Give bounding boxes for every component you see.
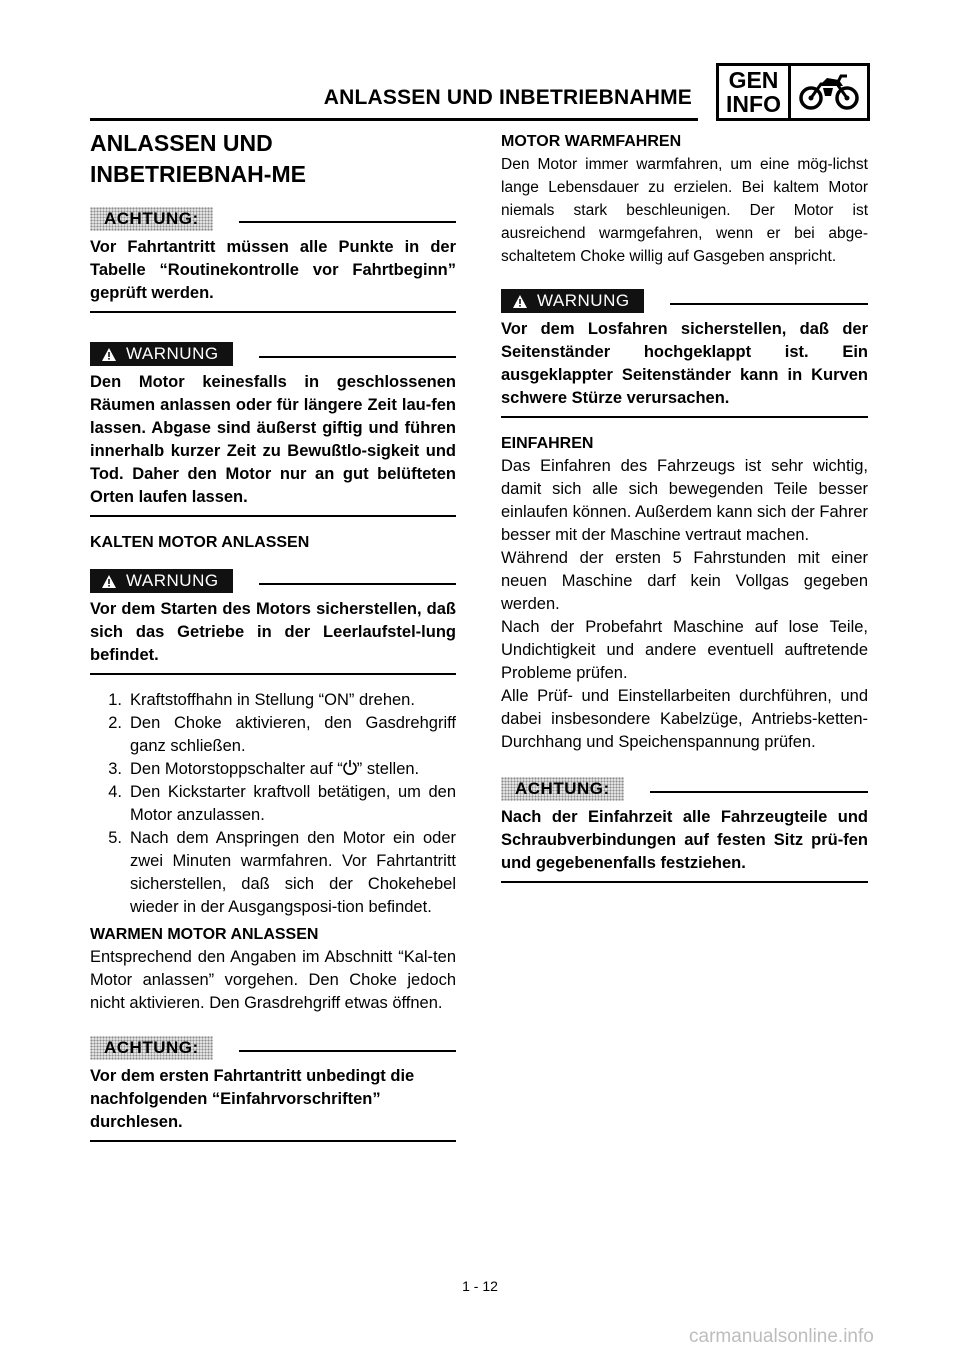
warning-label [90, 569, 233, 593]
cold-start-steps [90, 689, 456, 919]
cold-start-heading: KALTEN MOTOR ANLASSEN [90, 534, 310, 551]
breakin-paragraph: Alle Prüf- und Einstellarbeiten durchführen, und dabei insbesondere Kabelzüge, Antriebs-ketten-Durchhang und Speichenspannung prüfen. [501, 687, 868, 751]
warm-start-text: Entsprechend den Angaben im Abschnitt “Kal-ten Motor anlassen” vorgehen. Den Choke jedoch nicht aktivieren. Den Grasdrehgriff etwas öffnen. [90, 948, 456, 1012]
warning-box-3 [501, 288, 868, 418]
list-item: 3. Den Motorstoppschalter auf “ ” stellen. [108, 760, 420, 778]
warmup-text: Den Motor immer warmfahren, um eine mög-lichst lange Lebensdauer zu erzielen. Bei kaltem Motor niemals stark beschleunigen. Der Motor ist ausreichend warmgefahren, wenn er bei abge-schaltetem Choke willig auf Gasgeben anspricht. [501, 156, 868, 265]
section-title: ANLASSEN UND INBETRIEBNAH-ME [90, 130, 306, 187]
caution-text: Nach der Einfahrzeit alle Fahrzeugteile und Schraubverbindungen auf festen Sitz prü-fen und gegebenenfalls festziehen. [501, 806, 868, 883]
warning-text: Vor dem Losfahren sicherstellen, daß der Seitenständer hochgeklappt ist. Ein ausgeklappter Seitenständer kann in Kurven schwere Stürze verursachen. [501, 318, 868, 418]
breakin-paragraph: Das Einfahren des Fahrzeugs ist sehr wichtig, damit sich alle sich bewegenden Teile besser einlaufen können. Außerdem kann sich der Fahrer besser mit der Maschine vertraut machen. [501, 457, 868, 544]
warning-label [501, 289, 644, 313]
caution-box-1 [90, 206, 456, 313]
list-item: 2. Den Choke aktivieren, den Gasdrehgriff ganz schließen. [108, 714, 456, 755]
warning-box-2 [90, 568, 456, 675]
left-column [90, 128, 456, 1156]
warning-triangle-icon [102, 348, 116, 361]
caution-label: ACHTUNG: [501, 777, 624, 801]
warning-triangle-icon [102, 575, 116, 588]
warmup-heading: MOTOR WARMFAHREN [501, 133, 682, 150]
warning-triangle-icon [513, 295, 527, 308]
caution-text: Vor Fahrtantritt müssen alle Punkte in der Tabelle “Routinekontrolle vor Fahrtbeginn” geprüft werden. [90, 236, 456, 313]
caution-label: ACHTUNG: [90, 207, 213, 231]
warning-label [90, 342, 233, 366]
gen-info-badge [716, 63, 870, 121]
list-item: 5. Nach dem Anspringen den Motor ein oder zwei Minuten warmfahren. Vor Fahrtantritt sicherstellen, daß sich der Chokehebel wieder in der Ausgangsposi-tion befindet. [108, 829, 456, 916]
caution-label: ACHTUNG: [90, 1036, 213, 1060]
caution-box-3 [501, 776, 868, 883]
warning-text: Den Motor keinesfalls in geschlossenen Räumen anlassen oder für längere Zeit lau-fen lassen. Abgase sind äußerst giftig und führen innerhalb kurzer Zeit zu Bewußtlo-sigkeit und Tod. Daher den Motor nur an gut belüfteten Orten laufen lassen. [90, 371, 456, 517]
engine-stop-symbol-icon [343, 760, 357, 776]
header-rule [90, 118, 698, 121]
motorcycle-icon [791, 66, 867, 118]
breakin-paragraph: Nach der Probefahrt Maschine auf lose Teile, Undichtigkeit und andere eventuell auftretende Probleme prüfen. [501, 618, 868, 682]
breakin-heading: EINFAHREN [501, 435, 594, 452]
page-number: 1 - 12 [462, 1278, 498, 1294]
right-column [501, 128, 868, 897]
badge-line-2: INFO [726, 91, 781, 117]
caution-text: Vor dem ersten Fahrtantritt unbedingt die nachfolgenden “Einfahrvorschriften” durchlesen. [90, 1065, 456, 1142]
warning-label-text: WARNUNG [537, 291, 630, 310]
badge-label [719, 66, 791, 118]
list-item: 4. Den Kickstarter kraftvoll betätigen, um den Motor anzulassen. [108, 783, 456, 824]
caution-box-2 [90, 1035, 456, 1142]
list-item: 1. Kraftstoffhahn in Stellung “ON” drehen. [108, 691, 415, 709]
breakin-paragraph: Während der ersten 5 Fahrstunden mit einer neuen Maschine darf kein Vollgas gegeben werden. [501, 549, 868, 613]
warning-box-1 [90, 341, 456, 517]
watermark-link[interactable]: carmanualsonline.info [689, 1326, 874, 1347]
warning-text: Vor dem Starten des Motors sicherstellen, daß sich das Getriebe in der Leerlaufstel-lung befindet. [90, 598, 456, 675]
warm-start-heading: WARMEN MOTOR ANLASSEN [90, 926, 319, 943]
warning-label-text: WARNUNG [126, 344, 219, 363]
warning-label-text: WARNUNG [126, 571, 219, 590]
page-header-title: ANLASSEN UND INBETRIEBNAHME [323, 86, 692, 109]
badge-line-1: GEN [728, 67, 779, 93]
